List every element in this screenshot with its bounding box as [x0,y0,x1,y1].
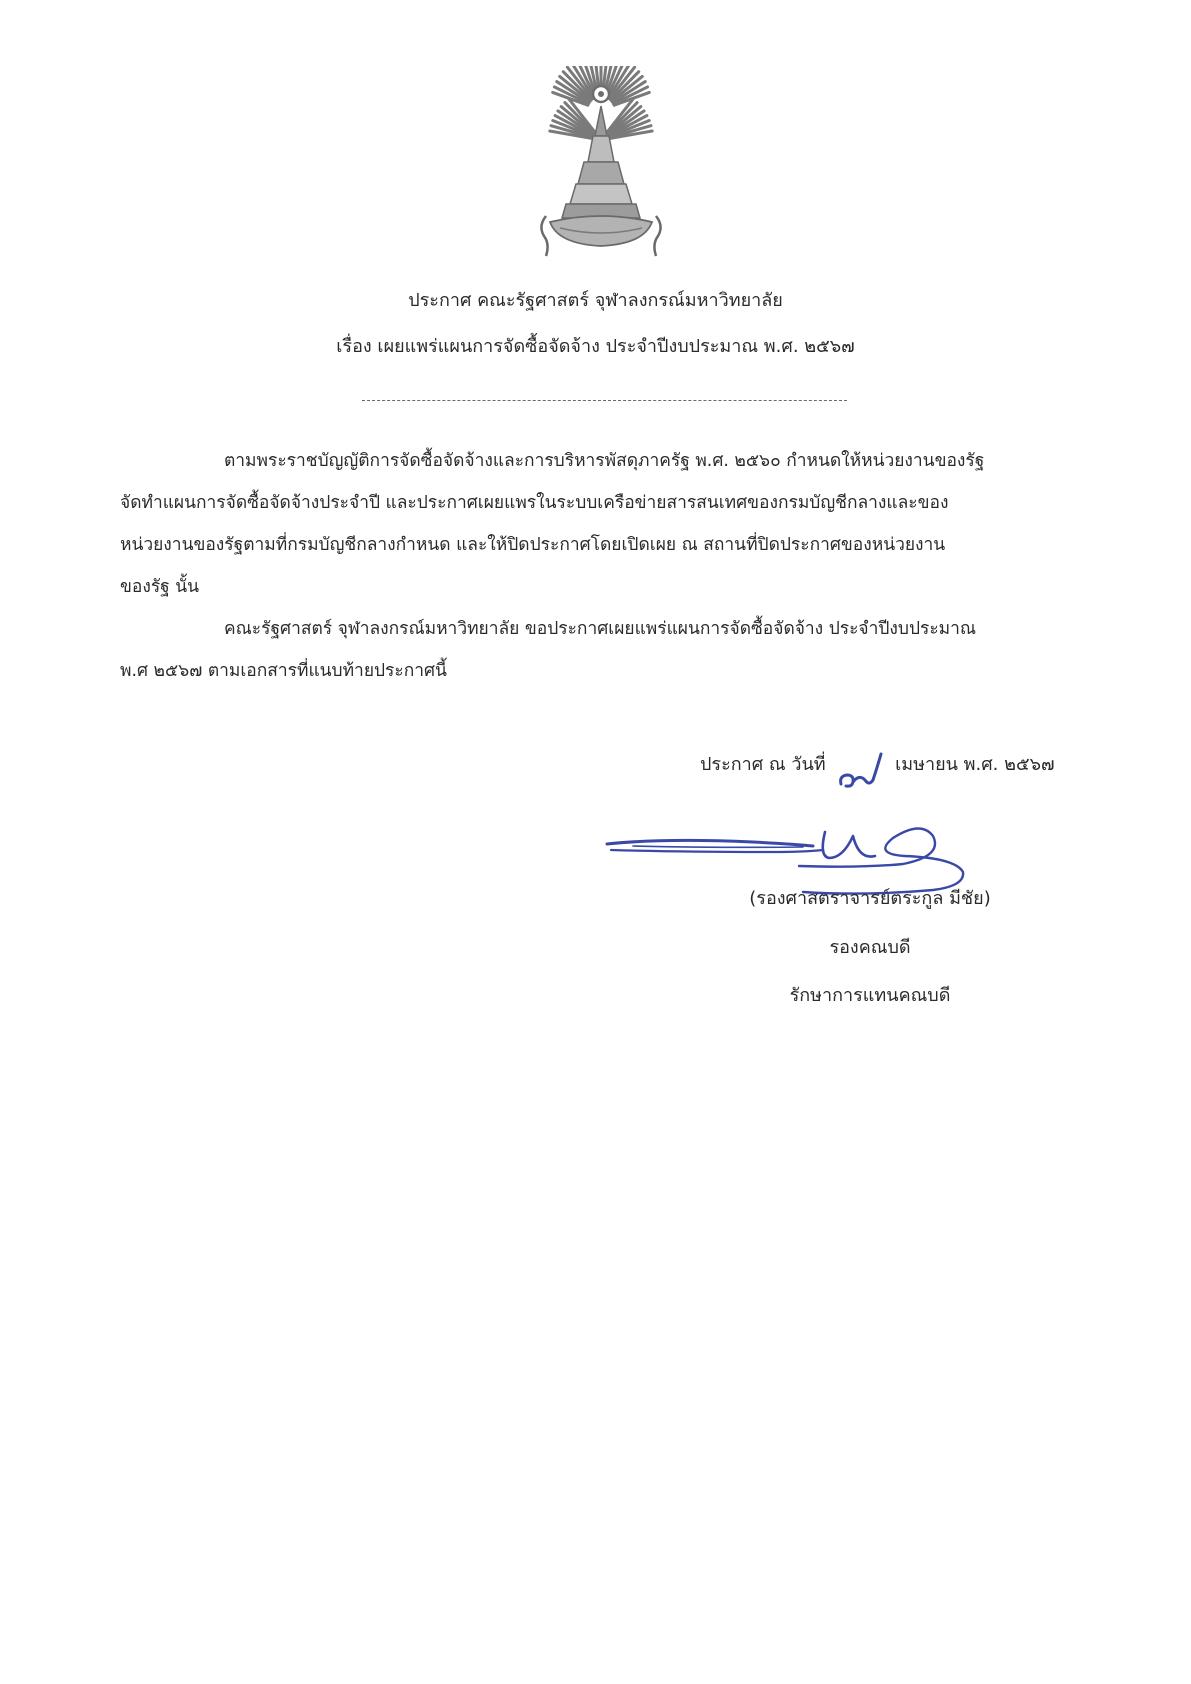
university-emblem-icon [536,66,666,262]
paragraph-line: คณะรัฐศาสตร์ จุฬาลงกรณ์มหาวิทยาลัย ขอประกาศเผยแพร่แผนการจัดซื้อจัดจ้าง ประจำปีงบประมาณ [224,619,977,639]
paragraph-line: พ.ศ ๒๕๖๗ ตามเอกสารที่แนบท้ายประกาศนี้ [120,661,447,681]
paragraph-line: จัดทำแผนการจัดซื้อจัดจ้างประจำปี และประกาศเผยแพรในระบบเครือข่ายสารสนเทศของกรมบัญชีกลางและของ [120,493,949,513]
signatory-position: รองคณบดี [829,937,911,958]
body-paragraph-1 [120,440,1096,608]
signatory-name: (รองศาสตราจารย์ตระกูล มีชัย) [749,888,991,909]
signatory-acting-role: รักษาการแทนคณบดี [789,985,951,1006]
paragraph-line: ของรัฐ นั้น [120,577,200,597]
body-paragraph-2 [120,608,1096,692]
announcement-title: ประกาศ คณะรัฐศาสตร์ จุฬาลงกรณ์มหาวิทยาลัย [408,290,783,311]
date-prefix: ประกาศ ณ วันที่ [700,754,826,775]
paragraph-line: หน่วยงานของรัฐตามที่กรมบัญชีกลางกำหนด และให้ปิดประกาศโดยเปิดเผย ณ สถานที่ปิดประกาศของหน่วยงาน [120,535,946,555]
announcement-date [700,752,1055,778]
announcement-subject: เรื่อง เผยแพร่แผนการจัดซื้อจัดจ้าง ประจำปีงบประมาณ พ.ศ. ๒๕๖๗ [336,336,855,357]
paragraph-line: ตามพระราชบัญญัติการจัดซื้อจัดจ้างและการบริหารพัสดุภาครัฐ พ.ศ. ๒๕๖๐ กำหนดให้หน่วยงานของรัฐ [224,451,985,471]
date-suffix: เมษายน พ.ศ. ๒๕๖๗ [895,754,1055,775]
handwritten-day-mark [835,750,885,796]
dashed-divider [362,400,847,401]
